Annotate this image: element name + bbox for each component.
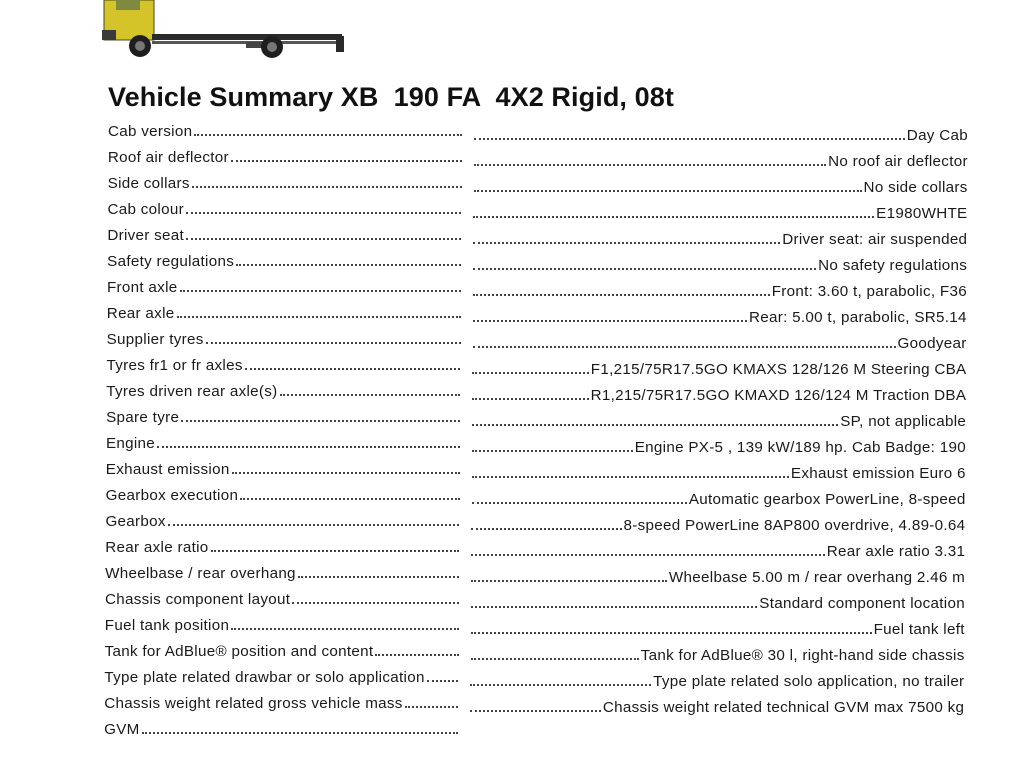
leader-dots [186,237,461,240]
spec-value [468,720,964,742]
spec-value-text: No side collars [863,179,968,196]
spec-value [472,148,968,170]
spec-row [0,612,1024,636]
leader-dots [240,497,459,500]
spec-value-text: SP, not applicable [840,413,967,430]
leader-dots [474,137,905,140]
leader-dots [142,731,459,734]
spec-value [470,356,966,378]
leader-dots [405,705,459,708]
leader-dots [236,263,461,266]
leader-dots [211,549,460,552]
leader-dots [471,579,667,582]
spec-row [0,222,1024,246]
spec-label [107,300,463,322]
spec-value [471,226,967,248]
spec-label-text: Gearbox execution [105,487,239,504]
page-title: Vehicle Summary XB 190 FA 4X2 Rigid, 08t [108,82,674,112]
spec-row [0,144,1024,168]
spec-row [0,482,1024,506]
leader-dots [177,315,461,318]
leader-dots [473,345,896,348]
leader-dots [231,627,459,630]
spec-value [470,434,966,456]
spec-value [471,330,967,352]
spec-value-text: Engine PX-5 , 139 kW/189 hp. Cab Badge: 190 [634,439,966,456]
leader-dots [471,631,872,634]
spec-label [107,274,463,296]
leader-dots [280,393,461,396]
spec-label-text: Chassis component layout [104,591,291,608]
spec-value-text: Day Cab [906,127,968,144]
spec-label-text: Exhaust emission [105,461,230,478]
spec-label-text: Engine [105,435,156,452]
spec-label-text: Front axle [106,279,178,296]
leader-dots [245,367,461,370]
spec-value-text: Chassis weight related technical GVM max 7500 kg [602,699,965,716]
spec-value-text: Driver seat: air suspended [782,231,968,248]
spec-row [0,378,1024,402]
leader-dots [473,267,816,270]
spec-value [469,642,965,664]
spec-label [105,586,461,608]
leader-dots [427,679,459,682]
spec-value [470,486,966,508]
spec-value-text: Exhaust emission Euro 6 [790,465,966,482]
spec-value [469,590,965,612]
spec-row [0,430,1024,454]
spec-label-text: Rear axle [106,305,175,322]
spec-row [0,560,1024,584]
spec-value-text: Goodyear [897,335,967,352]
spec-label-text: Tyres driven rear axle(s) [106,383,278,400]
spec-value-text: E1980WHTE [876,205,968,222]
spec-value [470,460,966,482]
leader-dots [232,471,460,474]
spec-value [469,538,965,560]
leader-dots [292,601,459,604]
spec-label [104,690,460,712]
leader-dots [181,419,460,422]
spec-label-text: Safety regulations [107,253,235,270]
leader-dots [471,605,757,608]
leader-dots [472,371,588,374]
spec-row [0,664,1024,688]
spec-label-text: Fuel tank position [104,617,230,634]
spec-label-text: Tyres fr1 or fr axles [106,357,243,374]
leader-dots [471,527,621,530]
spec-row [0,456,1024,480]
spec-value [471,252,967,274]
spec-row [0,404,1024,428]
leader-dots [473,215,874,218]
leader-dots [470,709,601,712]
leader-dots [206,341,461,344]
spec-label [107,326,463,348]
spec-value-text: 8-speed PowerLine 8AP800 overdrive, 4.89-0.64 [623,517,966,534]
spec-label-text: Type plate related drawbar or solo application [104,669,425,686]
spec-row [0,118,1024,142]
leader-dots [473,241,780,244]
leader-dots [472,423,838,426]
spec-row [0,196,1024,220]
spec-value-text: Standard component location [759,595,965,612]
spec-label [107,196,463,218]
spec-value-text: Rear axle ratio 3.31 [826,543,966,560]
spec-label-text: Wheelbase / rear overhang [105,565,296,582]
spec-label-text: Rear axle ratio [105,539,209,556]
spec-row [0,248,1024,272]
spec-label-text: Cab version [108,123,193,140]
spec-value-text: Automatic gearbox PowerLine, 8-speed [688,491,966,508]
spec-row [0,508,1024,532]
spec-row [0,586,1024,610]
leader-dots [472,475,789,478]
leader-dots [472,397,588,400]
spec-value [471,278,967,300]
spec-label-text: Side collars [107,175,190,192]
spec-value [468,694,964,716]
spec-label [108,144,464,166]
spec-label [106,482,462,504]
spec-value [470,382,966,404]
spec-row [0,716,1024,740]
spec-label [105,612,461,634]
spec-label [106,404,462,426]
truck-chassis-illustration [96,0,356,60]
spec-label [105,560,461,582]
leader-dots [186,211,462,214]
leader-dots [194,133,462,136]
spec-row [0,534,1024,558]
leader-dots [474,189,862,192]
leader-dots [474,163,826,166]
spec-value-text: No safety regulations [818,257,968,274]
spec-label [105,638,461,660]
spec-value-text: R1,215/75R17.5GO KMAXD 126/124 M Traction DBA [590,387,967,404]
spec-label [104,664,460,686]
leader-dots [473,319,747,322]
spec-label [107,248,463,270]
spec-value [469,616,965,638]
leader-dots [180,289,461,292]
spec-row [0,690,1024,714]
spec-value-text: Fuel tank left [873,621,965,638]
leader-dots [470,683,651,686]
spec-row [0,352,1024,376]
spec-value-text: Tank for AdBlue® 30 l, right-hand side chassis [640,647,965,664]
spec-label [107,222,463,244]
spec-label [108,170,464,192]
spec-value-text: F1,215/75R17.5GO KMAXS 128/126 M Steering CBA [590,361,967,378]
spec-value [469,512,965,534]
spec-value [471,304,967,326]
spec-label [104,716,460,738]
spec-label [106,430,462,452]
spec-value-text: Type plate related solo application, no trailer [653,673,965,690]
spec-value [471,200,967,222]
spec-value-text: No roof air deflector [828,153,968,170]
spec-value-text: Rear: 5.00 t, parabolic, SR5.14 [748,309,967,326]
leader-dots [192,185,462,188]
spec-row [0,326,1024,350]
spec-label-text: Spare tyre [106,409,180,426]
spec-value-text: Front: 3.60 t, parabolic, F36 [771,283,967,300]
spec-label-text: Supplier tyres [106,331,204,348]
leader-dots [168,523,460,526]
spec-value-text: Wheelbase 5.00 m / rear overhang 2.46 m [668,569,966,586]
spec-label [106,456,462,478]
spec-label [106,378,462,400]
spec-row [0,638,1024,662]
spec-row [0,170,1024,194]
leader-dots [375,653,458,656]
spec-label-text: Gearbox [105,513,166,530]
spec-row [0,274,1024,298]
spec-label [105,534,461,556]
spec-value [472,174,968,196]
spec-label [105,508,461,530]
leader-dots [472,501,687,504]
spec-value [470,408,966,430]
spec-label-text: Tank for AdBlue® position and content [104,643,374,660]
leader-dots [472,449,633,452]
spec-label [106,352,462,374]
leader-dots [231,159,462,162]
leader-dots [298,575,459,578]
spec-label-text: Chassis weight related gross vehicle mass [104,695,403,712]
spec-label-text: Driver seat [107,227,185,244]
spec-value [472,122,968,144]
spec-label [108,118,464,140]
leader-dots [471,657,639,660]
spec-row [0,300,1024,324]
leader-dots [157,445,460,448]
leader-dots [471,553,824,556]
spec-value [469,564,965,586]
spec-label-text: Roof air deflector [107,149,229,166]
spec-value [468,668,964,690]
spec-label-text: Cab colour [107,201,184,218]
leader-dots [473,293,770,296]
spec-label-text: GVM [104,721,140,738]
